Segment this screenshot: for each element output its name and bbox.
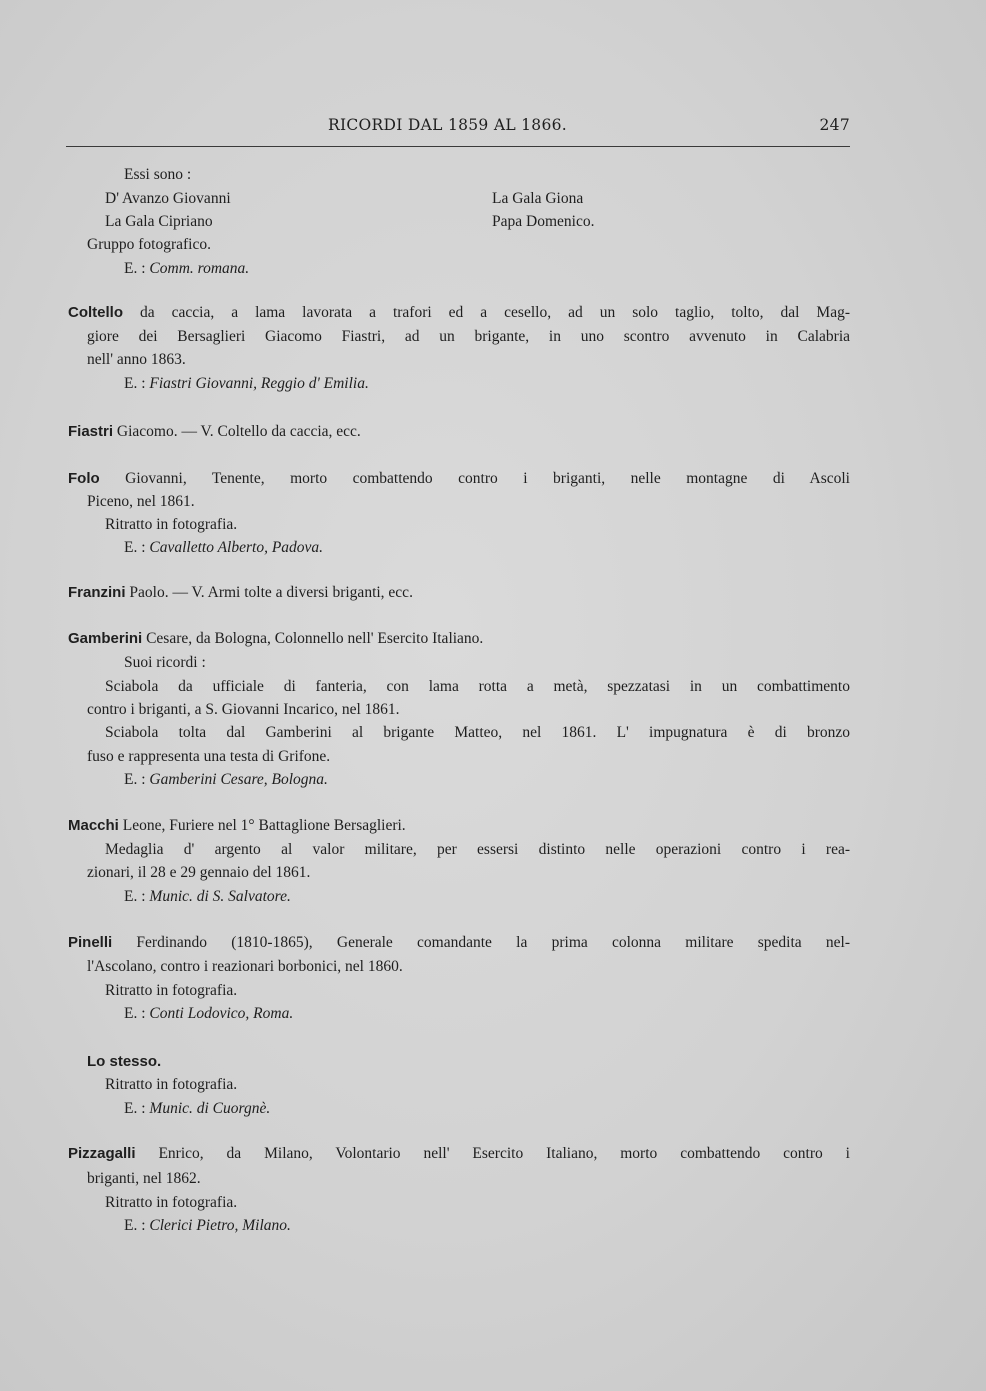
gamberini-line-4: contro i briganti, a S. Giovanni Incarico, nel 1861. <box>87 701 400 718</box>
block0-name-2: La Gala Cipriano <box>105 213 213 230</box>
entry-heading: Pinelli <box>68 934 113 951</box>
pinelli-exhibitor: E. : Conti Lodovico, Roma. <box>124 1005 294 1022</box>
macchi-line-2: Medaglia d' argento al valor militare, per essersi distinto nelle operazioni contro i rea- <box>105 841 850 858</box>
gamberini-line-6: fuso e rappresenta una testa di Grifone. <box>87 748 331 765</box>
header-rule <box>66 146 850 147</box>
block0-gruppo: Gruppo fotografico. <box>87 236 211 253</box>
pizzagalli-line-2: briganti, nel 1862. <box>87 1170 201 1187</box>
coltello-line-1: Coltello da caccia, a lama lavorata a trafori ed a cesello, ad un solo taglio, tolto, dal Mag- <box>68 304 850 321</box>
fiastri-entry: Fiastri Giacomo. — V. Coltello da caccia, ecc. <box>68 423 361 440</box>
entry-heading: Gamberini <box>68 630 143 647</box>
pizzagalli-exhibitor: E. : Clerici Pietro, Milano. <box>124 1217 291 1234</box>
pizzagalli-line-3: Ritratto in fotografia. <box>105 1194 238 1211</box>
gamberini-line-2: Suoi ricordi : <box>124 654 206 671</box>
block0-name-4: Papa Domenico. <box>492 213 595 230</box>
entry-heading: Pizzagalli <box>68 1145 136 1162</box>
entry-heading: Fiastri <box>68 423 114 440</box>
stesso-exhibitor: E. : Munic. di Cuorgnè. <box>124 1100 271 1117</box>
block0-intro: Essi sono : <box>124 166 192 183</box>
stesso-heading: Lo stesso. <box>87 1053 162 1070</box>
gamberini-line-5: Sciabola tolta dal Gamberini al brigante Matteo, nel 1861. L' impugnatura è di bronzo <box>105 724 850 741</box>
coltello-line-2: giore dei Bersaglieri Giacomo Fiastri, ad un brigante, in uno scontro avvenuto in Calabria <box>87 328 850 345</box>
running-header <box>66 116 850 138</box>
pinelli-line-2: l'Ascolano, contro i reazionari borbonici, nel 1860. <box>87 958 403 975</box>
macchi-line-1: Macchi Leone, Furiere nel 1° Battaglione Bersaglieri. <box>68 817 406 834</box>
coltello-exhibitor: E. : Fiastri Giovanni, Reggio d' Emilia. <box>124 375 369 392</box>
stesso-line-1: Ritratto in fotografia. <box>105 1076 238 1093</box>
block0-name-3: La Gala Giona <box>492 190 584 207</box>
entry-heading: Macchi <box>68 817 119 834</box>
gamberini-line-1: Gamberini Cesare, da Bologna, Colonnello nell' Esercito Italiano. <box>68 630 484 647</box>
pinelli-line-1: Pinelli Ferdinando (1810-1865), Generale comandante la prima colonna militare spedita nel- <box>68 934 850 951</box>
macchi-exhibitor: E. : Munic. di S. Salvatore. <box>124 888 291 905</box>
macchi-line-3: zionari, il 28 e 29 gennaio del 1861. <box>87 864 311 881</box>
gamberini-exhibitor: E. : Gamberini Cesare, Bologna. <box>124 771 328 788</box>
entry-heading: Coltello <box>68 304 123 321</box>
block0-exhibitor: E. : Comm. romana. <box>124 260 250 277</box>
gamberini-line-3: Sciabola da ufficiale di fanteria, con lama rotta a metà, spezzatasi in un combattimento <box>105 678 850 695</box>
header-title: RICORDI DAL 1859 AL 1866. <box>328 116 568 134</box>
pizzagalli-line-1: Pizzagalli Enrico, da Milano, Volontario nell' Esercito Italiano, morto combattendo contro i <box>68 1145 850 1162</box>
block0-name-1: D' Avanzo Giovanni <box>105 190 231 207</box>
franzini-entry: Franzini Paolo. — V. Armi tolte a diversi briganti, ecc. <box>68 584 413 601</box>
folo-line-1: Folo Giovanni, Tenente, morto combattendo contro i briganti, nelle montagne di Ascoli <box>68 470 850 487</box>
folo-line-2: Piceno, nel 1861. <box>87 493 195 510</box>
coltello-line-3: nell' anno 1863. <box>87 351 186 368</box>
folo-line-3: Ritratto in fotografia. <box>105 516 238 533</box>
entry-heading: Franzini <box>68 584 126 601</box>
folo-exhibitor: E. : Cavalletto Alberto, Padova. <box>124 539 324 556</box>
pinelli-line-3: Ritratto in fotografia. <box>105 982 238 999</box>
page-number: 247 <box>819 116 850 134</box>
entry-heading: Folo <box>68 470 100 487</box>
